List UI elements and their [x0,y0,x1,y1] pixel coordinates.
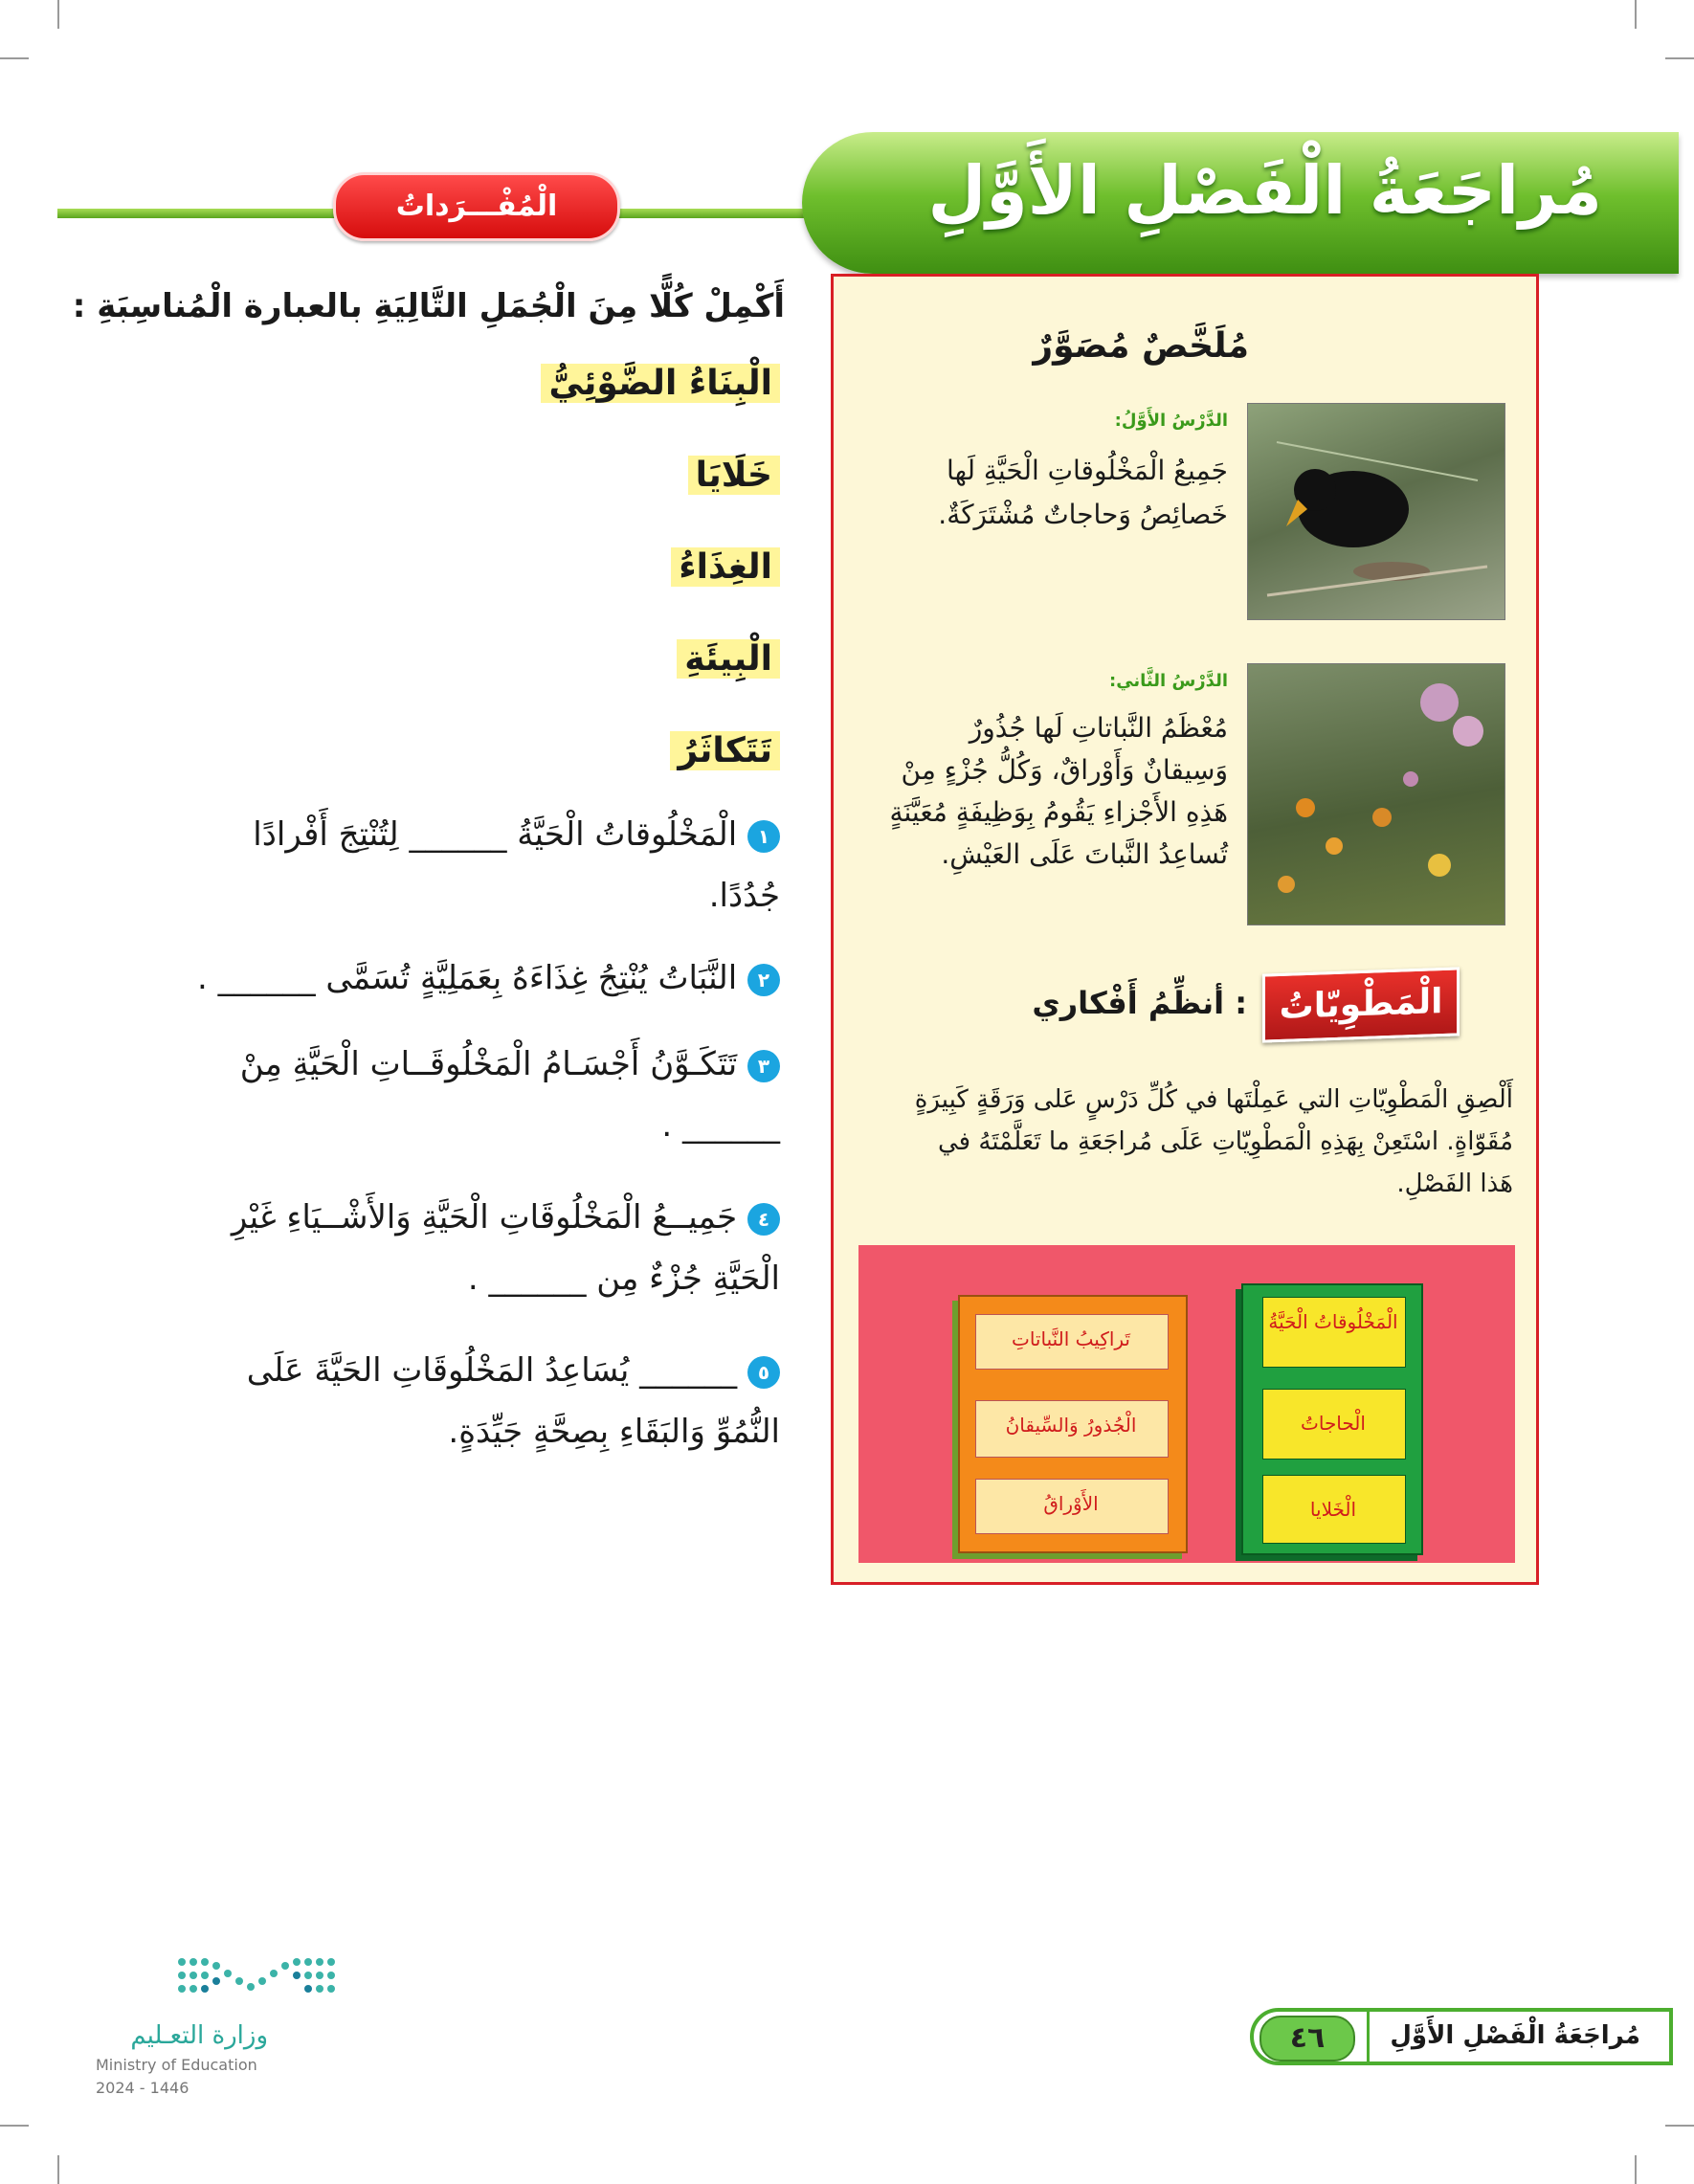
question-text-cont: ______ . [661,1106,780,1145]
question-number: ٤ [747,1203,780,1236]
lesson1-line: جَمِيعُ الْمَخْلُوقاتِ الْحَيَّةِ لَها [947,455,1228,486]
foldable-card-label: الْحاجاتُ [1301,1412,1366,1435]
question-item [144,1034,780,1187]
page-number: ٤٦ [1289,2021,1326,2055]
foldables-line: مُقَوّاةٍ. اسْتَعِنْ بِهَذِهِ الْمَطْوِيّاتِ عَلَى مُراجَعَةِ ما تَعَلَّمْتَهُ في [938,1127,1513,1156]
lesson2-line: تُساعِدُ النَّباتَ عَلَى العَيْشِ. [941,838,1228,870]
foldable-card-label: الْجُذورُ وَالسِّيقانُ [1005,1414,1137,1437]
question-text: جَمِيــعُ الْمَخْلُوقَاتِ الْحَيَّةِ وَالأَشْــيَاءِ غَيْرِ [231,1198,738,1237]
vocab-word: خَلَايَا [688,456,780,495]
vocab-badge [333,172,620,241]
footer-divider [1367,2012,1370,2061]
question-number: ٣ [747,1050,780,1082]
lesson2-line: وَسِيقانٌ وَأَوْراقٌ، وَكُلُّ جُزْءٍ مِنْ [901,754,1228,786]
questions-list [144,804,780,1483]
lesson2-label: الدَّرْسُ الثَّاني: [1109,671,1228,691]
lesson1-label: الدَّرْسُ الأَوَّلُ: [1114,411,1228,431]
chapter-title: مُراجَعَةُ الْفَصْلِ الأَوَّلِ [927,151,1602,230]
green-foldable [1241,1283,1423,1555]
lesson1-text [883,449,1228,537]
crop-mark [1665,2125,1694,2127]
crop-mark [57,2155,59,2184]
page-number-box [1259,2016,1355,2061]
question-text-cont: جُدُدًا. [708,877,780,915]
foldables-badge [1262,967,1460,1042]
vocab-word: الغِذَاءُ [671,547,780,587]
page-label: مُراجَعَةُ الْفَصْلِ الأَوَّلِ [1390,2021,1640,2050]
ministry-logo-image [172,1952,345,2019]
question-item [144,1340,780,1483]
crop-mark [1665,57,1694,59]
question-number: ٢ [747,964,780,996]
question-text: النَّبَاتُ يُنْتِجُ غِذَاءَهُ بِعَمَلِيَّةٍ تُسَمَّى ______ . [196,959,738,997]
crop-mark [1635,0,1637,29]
lesson2-line: مُعْظَمُ النَّباتاتِ لَها جُذُورٌ [969,712,1228,744]
ministry-name-ar: وزارة التعـليم [130,2021,268,2050]
foldables-line: هَذا الفَصْلِ. [1396,1170,1513,1198]
foldables-heading: : أنظِّمُ أَفْكاري [1032,985,1247,1021]
summary-panel [831,274,1539,1585]
question-text-cont: الْحَيَّةِ جُزْءٌ مِن ______ . [467,1259,780,1298]
question-number: ٥ [747,1356,780,1389]
foldable-card-label: الْمَخْلُوقاتُ الْحَيَّةُ [1268,1310,1398,1333]
lesson1-line: خَصائِصُ وَحاجاتٌ مُشْتَرَكَةٌ. [938,499,1228,530]
crop-mark [57,0,59,29]
bird-photo-image [1248,404,1505,619]
foldables-badge-label: الْمَطْوِيّاتُ [1279,982,1443,1027]
question-text-cont: النُّمُوِّ وَالبَقَاءِ بِصِحَّةٍ جَيِّدَةٍ. [448,1413,780,1451]
ministry-name-en: Ministry of Education [96,2056,257,2074]
question-number: ١ [747,820,780,853]
plants-photo-image [1248,664,1505,925]
question-text: ______ يُسَاعِدُ المَخْلُوقَاتِ الحَيَّةَ عَلَى [246,1351,738,1390]
lesson2-text [874,707,1228,876]
question-text: الْمَخْلُوقاتُ الْحَيَّةُ ______ لِتُنْتِجَ أَفْرادًا [253,815,738,854]
lesson2-photo [1247,663,1505,925]
chapter-banner [802,132,1679,274]
vocab-word: الْبِيئَةِ [677,639,780,679]
foldable-card-label: تَراكِيبُ النَّباتاتِ [1011,1327,1130,1350]
summary-title: مُلَخَّصٌ مُصَوَّرٌ [1033,326,1249,366]
edition-year: 2024 - 1446 [96,2079,189,2097]
lesson1-photo [1247,403,1505,620]
foldables-line: أَلْصِقِ الْمَطْوِيّاتِ التي عَمِلْتَها في كُلِّ دَرْسٍ عَلى وَرَقَةٍ كَبِيرَةٍ [914,1085,1513,1114]
vocab-word: الْبِنَاءُ الضَّوْئِيُّ [541,364,780,403]
word-list [397,364,780,823]
foldable-card-label: الأَوْراقُ [1043,1492,1099,1515]
crop-mark [0,57,29,59]
question-item [144,804,780,947]
foldables-text [853,1079,1513,1205]
vocab-badge-label: الْمُفْـــرَداتُ [395,189,558,223]
vocab-word: تَتَكاثَرُ [670,731,780,770]
ministry-logo [172,1952,345,2019]
vocab-instruction: أَكْمِلْ كُلًّا مِنَ الْجُمَلِ التَّالِيَةِ بالعبارة الْمُناسِبَةِ : [72,287,785,325]
crop-mark [1635,2155,1637,2184]
question-item [144,1187,780,1340]
question-text: تَتَكَـوَّنُ أَجْسَـامُ الْمَخْلُوقَــاتِ الْحَيَّةِ مِنْ [239,1045,738,1083]
foldables-image [858,1245,1515,1563]
foldable-card-label: الْخَلايا [1309,1498,1357,1521]
lesson2-line: هَذِهِ الأَجْزاءِ يَقُومُ بِوَظِيفَةٍ مُعَيَّنَةٍ [889,796,1228,828]
question-item [144,947,780,1034]
page-footer-box [1250,2008,1673,2065]
crop-mark [0,2125,29,2127]
orange-foldable [958,1295,1188,1553]
